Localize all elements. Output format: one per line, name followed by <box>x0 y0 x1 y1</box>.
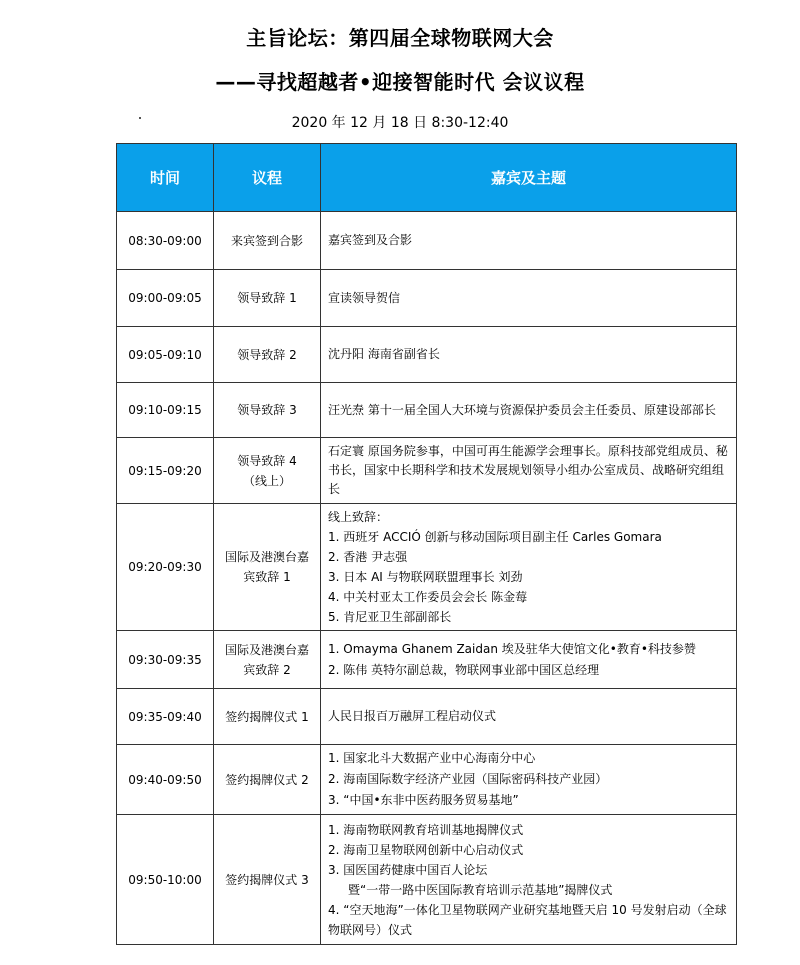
guest-line: 汪光焘 第十一届全国人大环境与资源保护委员会主任委员、原建设部部长 <box>328 402 716 417</box>
guest-cell <box>321 383 737 438</box>
agenda-line: 国际及港澳台嘉 <box>224 550 309 564</box>
time-cell: 09:05-09:10 <box>117 327 214 383</box>
time-cell: 09:35-09:40 <box>117 689 214 745</box>
time-cell: 09:50-10:00 <box>117 815 214 945</box>
guest-line: 石定寰 原国务院参事，中国可再生能源学会理事长。原科技部党组成员、秘书长，国家中长期科学和技术发展规划领导小组办公室成员、战略研究组组长 <box>328 444 728 496</box>
agenda-cell <box>214 504 321 631</box>
table-row <box>117 815 737 945</box>
guest-cell <box>321 745 737 815</box>
agenda-cell <box>214 383 321 438</box>
guest-cell <box>321 689 737 745</box>
stray-dot <box>139 117 141 119</box>
agenda-line: 来宾签到合影 <box>230 233 303 248</box>
time-cell: 09:20-09:30 <box>117 504 214 631</box>
time-cell: 09:15-09:20 <box>117 438 214 504</box>
time-cell: 09:00-09:05 <box>117 270 214 327</box>
agenda-line: 领导致辞 2 <box>237 347 297 362</box>
guest-line: 2. 陈伟 英特尔副总裁，物联网事业部中国区总经理 <box>328 662 600 677</box>
table-row <box>117 327 737 383</box>
guest-cell <box>321 270 737 327</box>
guest-line: 1. Omayma Ghanem Zaidan 埃及驻华大使馆文化•教育•科技参赞 <box>328 641 696 656</box>
guest-line: 3. “中国•东非中医药服务贸易基地” <box>328 793 519 807</box>
time-cell: 09:30-09:35 <box>117 631 214 689</box>
guest-line: 线上致辞： <box>328 510 389 524</box>
page-subtitle: ——寻找超越者•迎接智能时代 会议议程 <box>215 70 585 94</box>
guest-line: 1. 西班牙 ACCIÓ 创新与移动国际项目副主任 Carles Gomara <box>328 530 662 544</box>
guest-line: 5. 肯尼亚卫生部副部长 <box>328 610 452 624</box>
agenda-cell <box>214 270 321 327</box>
agenda-cell <box>214 438 321 504</box>
table-row <box>117 504 737 631</box>
guest-line: 2. 海南卫星物联网创新中心启动仪式 <box>328 842 524 857</box>
guest-line: 宣读领导贺信 <box>328 290 401 305</box>
agenda-line: 领导致辞 3 <box>237 403 297 417</box>
table-row <box>117 689 737 745</box>
agenda-line: 宾致辞 2 <box>243 662 291 677</box>
guest-line: 4. 中关村亚太工作委员会会长 陈金莓 <box>328 590 528 604</box>
page-title: 主旨论坛：第四届全球物联网大会 <box>246 26 554 50</box>
agenda-cell <box>214 327 321 383</box>
column-header-guests: 嘉宾及主题 <box>321 144 737 212</box>
guest-line: 人民日报百万融屏工程启动仪式 <box>328 709 497 723</box>
header-row <box>117 144 737 212</box>
agenda-cell <box>214 631 321 689</box>
guest-line: 3. 国医国药健康中国百人论坛 <box>328 862 488 877</box>
guest-line: 1. 国家北斗大数据产业中心海南分中心 <box>328 751 536 765</box>
agenda-cell <box>214 212 321 270</box>
table-row <box>117 270 737 327</box>
table-row <box>117 438 737 504</box>
guest-line: 3. 日本 AI 与物联网联盟理事长 刘劲 <box>328 570 523 584</box>
guest-line: 2. 香港 尹志强 <box>328 550 408 564</box>
event-date: 2020 年 12 月 18 日 8:30-12:40 <box>291 115 509 131</box>
guest-line: 4. “空天地海”一体化卫星物联网产业研究基地暨天启 10 号发射启动（全球物联网号）仪式 <box>328 902 727 937</box>
agenda-line: 领导致辞 1 <box>237 291 297 305</box>
time-cell: 08:30-09:00 <box>117 212 214 270</box>
guest-line: 暨“一带一路中医国际教育培训示范基地”揭牌仪式 <box>348 882 613 897</box>
guest-cell <box>321 504 737 631</box>
table-row <box>117 631 737 689</box>
time-cell: 09:10-09:15 <box>117 383 214 438</box>
column-header-agenda: 议程 <box>214 144 321 212</box>
agenda-line: 领导致辞 4 <box>237 453 297 468</box>
agenda-cell <box>214 815 321 945</box>
column-header-time: 时间 <box>117 144 214 212</box>
agenda-line: （线上） <box>242 473 291 488</box>
guest-cell <box>321 212 737 270</box>
agenda-line: 签约揭牌仪式 2 <box>225 772 309 787</box>
agenda-line: 国际及港澳台嘉 <box>224 642 309 657</box>
agenda-line: 宾致辞 1 <box>243 570 291 584</box>
guest-line: 沈丹阳 海南省副省长 <box>328 347 440 361</box>
guest-cell <box>321 815 737 945</box>
agenda-cell <box>214 745 321 815</box>
guest-line: 嘉宾签到及合影 <box>328 233 413 247</box>
agenda-line: 签约揭牌仪式 1 <box>225 709 309 724</box>
guest-line: 1. 海南物联网教育培训基地揭牌仪式 <box>328 822 524 837</box>
agenda-table <box>116 143 737 945</box>
table-row <box>117 212 737 270</box>
guest-line: 2. 海南国际数字经济产业园（国际密码科技产业园） <box>328 772 608 786</box>
guest-cell <box>321 327 737 383</box>
guest-cell <box>321 631 737 689</box>
table-row <box>117 745 737 815</box>
table-row <box>117 383 737 438</box>
agenda-line: 签约揭牌仪式 3 <box>225 872 309 887</box>
agenda-cell <box>214 689 321 745</box>
guest-cell <box>321 438 737 504</box>
time-cell: 09:40-09:50 <box>117 745 214 815</box>
